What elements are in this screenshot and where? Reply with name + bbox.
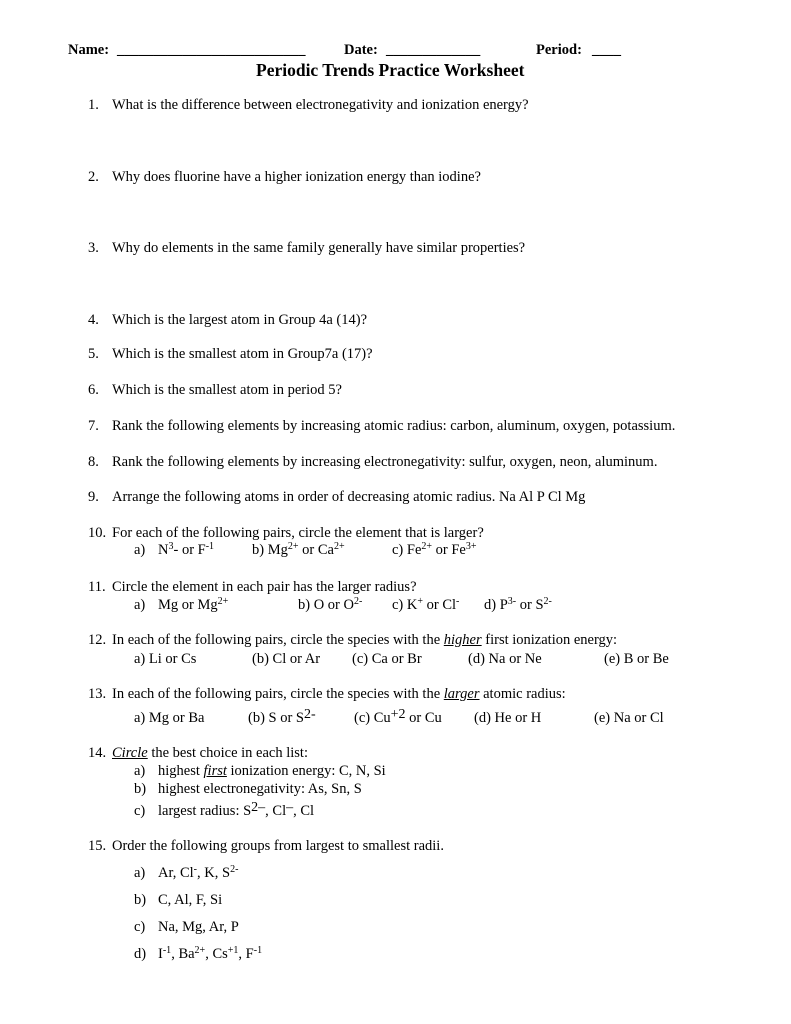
q10-option-a[interactable]: $N^3-$ or $F^{-1}$ bbox=[158, 541, 215, 558]
question-5 bbox=[88, 346, 768, 366]
q12-option-d[interactable]: (d) Na or Ne bbox=[468, 651, 542, 667]
q11-option-b[interactable]: b) O or $O^{2-}$ bbox=[298, 596, 363, 613]
question-number: 15. bbox=[88, 838, 107, 854]
question-number: 6. bbox=[88, 382, 99, 398]
q13-option-b[interactable]: (b) S or S2- bbox=[248, 707, 316, 726]
q13-option-a[interactable]: a) Mg or Ba bbox=[134, 710, 205, 726]
question-number: 8. bbox=[88, 454, 99, 470]
q13-option-c[interactable]: (c) Cu+2 or Cu bbox=[354, 707, 442, 726]
option-label: d) bbox=[134, 946, 147, 962]
q12-option-c[interactable]: (c) Ca or Br bbox=[352, 651, 422, 667]
q10-option-b[interactable]: b) $Mg^{2+}$ or $Ca^{2+}$ bbox=[252, 541, 345, 558]
question-text: Arrange the following atoms in order of decreasing atomic radius. Na Al P Cl Mg bbox=[112, 489, 586, 505]
q13-option-d[interactable]: (d) He or H bbox=[474, 710, 542, 726]
q14-option-c[interactable]: largest radius: S2–, Cl–, Cl bbox=[158, 800, 315, 819]
period-blank[interactable]: ____ bbox=[592, 42, 621, 58]
q11-option-d[interactable]: d) $P^{3-}$ or $S^{2-}$ bbox=[484, 596, 552, 613]
name-blank[interactable]: __________________________ bbox=[117, 42, 306, 58]
option-label: a) bbox=[134, 763, 146, 779]
option-label: c) bbox=[134, 919, 146, 935]
question-text: Which is the smallest atom in period 5? bbox=[112, 382, 342, 398]
q10-option-c[interactable]: c) $Fe^{2+}$ or $Fe^{3+}$ bbox=[392, 541, 477, 558]
question-number: 2. bbox=[88, 169, 99, 185]
question-text: Which is the smallest atom in Group7a (17)? bbox=[112, 346, 373, 362]
page-title: Periodic Trends Practice Worksheet bbox=[256, 60, 525, 80]
question-number: 13. bbox=[88, 686, 107, 702]
question-text: Order the following groups from largest to smallest radii. bbox=[112, 838, 444, 854]
date-blank[interactable]: _____________ bbox=[386, 42, 481, 58]
q14-option-a[interactable]: highest first ionization energy: C, N, Si bbox=[158, 763, 386, 779]
question-4 bbox=[88, 312, 768, 332]
q15-option-c: Na, Mg, Ar, P bbox=[158, 919, 239, 935]
question-number: 1. bbox=[88, 97, 99, 113]
question-15 bbox=[88, 838, 768, 858]
q11-option-c[interactable]: c) K+ or Cl- bbox=[392, 596, 460, 613]
question-text: In each of the following pairs, circle the species with the higher first ionization energy: bbox=[112, 632, 618, 648]
question-number: 14. bbox=[88, 745, 107, 761]
question-text: Why does fluorine have a higher ionization energy than iodine? bbox=[112, 169, 481, 185]
option-label: c) bbox=[134, 803, 146, 819]
question-text: Circle the best choice in each list: bbox=[112, 745, 308, 761]
question-3 bbox=[88, 240, 768, 260]
q15-option-a: Ar, Cl-, K, $S^{2-}$ bbox=[158, 864, 239, 881]
question-text: In each of the following pairs, circle the species with the larger atomic radius: bbox=[112, 686, 566, 702]
question-12 bbox=[88, 632, 768, 652]
option-label: a) bbox=[134, 597, 146, 613]
name-label: Name: bbox=[68, 42, 110, 58]
q12-option-a[interactable]: a) Li or Cs bbox=[134, 651, 197, 667]
question-11 bbox=[88, 579, 768, 599]
option-label: a) bbox=[134, 865, 146, 881]
question-8 bbox=[88, 454, 768, 474]
question-13 bbox=[88, 686, 768, 706]
date-label: Date: bbox=[344, 42, 378, 58]
question-text: Why do elements in the same family generally have similar properties? bbox=[112, 240, 526, 256]
question-number: 5. bbox=[88, 346, 99, 362]
question-text: Which is the largest atom in Group 4a (14)? bbox=[112, 312, 368, 328]
question-text: Rank the following elements by increasing electronegativity: sulfur, oxygen, neon, aluminum. bbox=[112, 454, 658, 470]
question-1 bbox=[88, 97, 768, 117]
question-14 bbox=[88, 745, 768, 765]
question-number: 10. bbox=[88, 525, 107, 541]
question-7 bbox=[88, 418, 768, 438]
question-number: 4. bbox=[88, 312, 99, 328]
question-6 bbox=[88, 382, 768, 402]
question-text: For each of the following pairs, circle the element that is larger? bbox=[112, 525, 484, 541]
question-number: 11. bbox=[88, 579, 106, 595]
q12-option-e[interactable]: (e) B or Be bbox=[604, 651, 669, 667]
q14-option-b[interactable]: highest electronegativity: As, Sn, S bbox=[158, 781, 362, 797]
option-label: b) bbox=[134, 781, 147, 797]
q12-option-b[interactable]: (b) Cl or Ar bbox=[252, 651, 321, 667]
question-text: Rank the following elements by increasing atomic radius: carbon, aluminum, oxygen, potassium. bbox=[112, 418, 676, 434]
question-number: 7. bbox=[88, 418, 99, 434]
question-number: 9. bbox=[88, 489, 99, 505]
period-label: Period: bbox=[536, 42, 582, 58]
question-number: 3. bbox=[88, 240, 99, 256]
question-number: 12. bbox=[88, 632, 107, 648]
question-text: What is the difference between electronegativity and ionization energy? bbox=[112, 97, 529, 113]
question-9 bbox=[88, 489, 768, 509]
option-label: a) bbox=[134, 542, 146, 558]
q11-option-a[interactable]: Mg or $Mg^{2+}$ bbox=[158, 596, 229, 613]
question-text: Circle the element in each pair has the larger radius? bbox=[112, 579, 417, 595]
q15-option-b: C, Al, F, Si bbox=[158, 892, 223, 908]
question-2 bbox=[88, 169, 768, 189]
q13-option-e[interactable]: (e) Na or Cl bbox=[594, 710, 664, 726]
q15-option-d: $I^{-1}$, $Ba^{2+}$, $Cs^{+1}$, $F^{-1}$ bbox=[158, 945, 263, 962]
option-label: b) bbox=[134, 892, 147, 908]
